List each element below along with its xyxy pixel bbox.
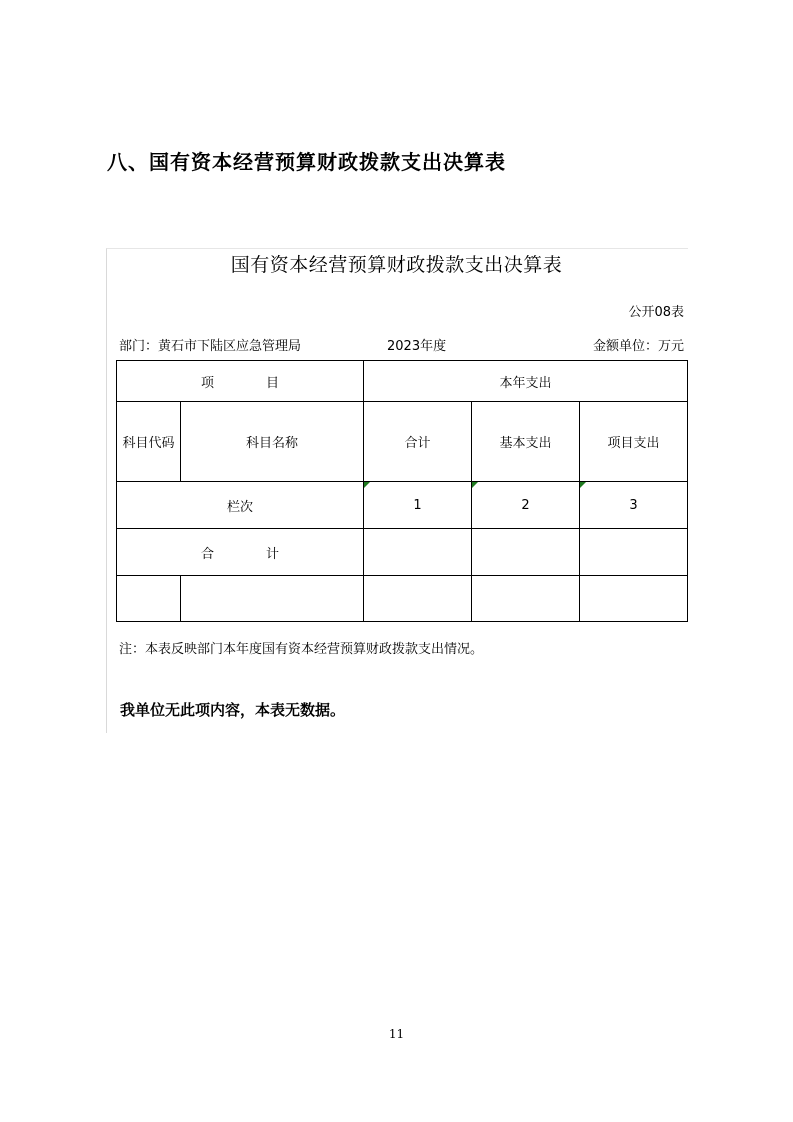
column-index-2: 2: [472, 482, 580, 529]
sum-total-cell: [364, 529, 472, 576]
department-label: 部门：黄石市下陆区应急管理局: [119, 339, 302, 354]
expenditure-table: [116, 360, 688, 622]
no-data-statement: 我单位无此项内容，本表无数据。: [120, 701, 346, 719]
basic-expense-header: 基本支出: [472, 402, 580, 482]
section-heading: 八、国有资本经营预算财政拨款支出决算表: [107, 150, 506, 174]
row-name-cell: [181, 576, 364, 622]
project-expense-header: 项目支出: [580, 402, 688, 482]
column-index-label: 栏次: [117, 482, 364, 529]
column-index-row: [117, 482, 688, 529]
sum-basic-cell: [472, 529, 580, 576]
sum-row: [117, 529, 688, 576]
table-header-row: [117, 361, 688, 402]
column-index-3: 3: [580, 482, 688, 529]
table-subheader-row: [117, 402, 688, 482]
row-total-cell: [364, 576, 472, 622]
page-number: 11: [388, 1027, 405, 1041]
total-header: 合计: [364, 402, 472, 482]
sum-label: 合 计: [117, 529, 364, 576]
subject-name-header: 科目名称: [181, 402, 364, 482]
subject-code-header: 科目代码: [117, 402, 181, 482]
table-note: 注：本表反映部门本年度国有资本经营预算财政拨款支出情况。: [119, 642, 484, 657]
sum-project-cell: [580, 529, 688, 576]
row-code-cell: [117, 576, 181, 622]
amount-unit-label: 金额单位：万元: [592, 339, 684, 354]
year-label: 2023年度: [387, 339, 447, 354]
form-number: 公开08表: [628, 305, 684, 320]
item-header-cell: 项 目: [117, 361, 364, 402]
expense-header-cell: 本年支出: [364, 361, 688, 402]
table-row: [117, 576, 688, 622]
row-basic-cell: [472, 576, 580, 622]
row-project-cell: [580, 576, 688, 622]
table-title: 国有资本经营预算财政拨款支出决算表: [230, 254, 563, 276]
column-index-1: 1: [364, 482, 472, 529]
